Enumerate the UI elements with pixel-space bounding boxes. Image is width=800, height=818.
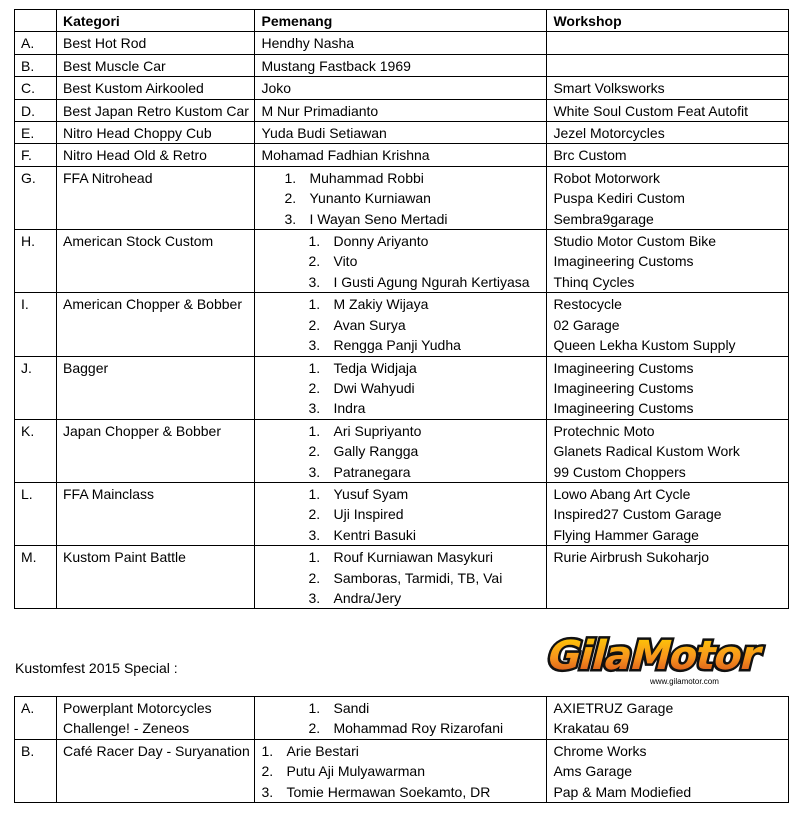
winner-name: Samboras, Tarmidi, TB, Vai (333, 569, 503, 586)
workshop-cell (547, 166, 789, 229)
list-item (308, 358, 542, 378)
workshop-name: Flying Hammer Garage (553, 526, 699, 543)
table-row (15, 739, 789, 802)
list-item (308, 335, 542, 355)
winner-name: Patranegara (333, 463, 411, 480)
workshop-name (553, 33, 784, 53)
workshop-cell (547, 546, 789, 609)
table-row (15, 54, 789, 76)
workshop-name: Glanets Radical Kustom Work (553, 443, 740, 460)
list-number: 2. (308, 253, 321, 270)
list-item (284, 168, 542, 188)
table-row (15, 230, 789, 293)
winner-name: Hendhy Nasha (261, 35, 355, 52)
list-item (308, 251, 542, 271)
winner-name: Arie Bestari (286, 742, 359, 759)
list-item (308, 272, 542, 292)
winner-name: Tedja Widjaja (333, 359, 417, 376)
list-number: 1. (308, 485, 321, 502)
list-item (308, 231, 542, 251)
winner-list (261, 358, 542, 419)
kategori-cell: Best Muscle Car (57, 54, 255, 76)
row-index: E. (15, 122, 57, 144)
table-row (15, 166, 789, 229)
kategori-cell: Kustom Paint Battle (57, 546, 255, 609)
winner-name: M Nur Primadianto (261, 102, 379, 119)
header-index (15, 10, 57, 32)
winner-name: Donny Ariyanto (333, 233, 429, 250)
winner-name: Uji Inspired (333, 506, 404, 523)
winner-list (261, 168, 542, 229)
winner-name: Mohammad Roy Rizarofani (333, 720, 504, 737)
row-index: A. (15, 697, 57, 740)
kategori-cell: Powerplant Motorcycles Challenge! - Zeneos (57, 697, 255, 740)
winner-name: Yuda Budi Setiawan (261, 125, 387, 142)
workshop-name: Imagineering Customs (553, 359, 694, 376)
table-row (15, 356, 789, 419)
list-item (308, 421, 542, 441)
special-section-title: Kustomfest 2015 Special : (15, 660, 178, 676)
workshop-cell (547, 99, 789, 121)
list-number: 1. (308, 422, 321, 439)
workshop-name: Jezel Motorcycles (553, 125, 665, 142)
winner-name: Andra/Jery (333, 589, 402, 606)
kategori-cell: American Chopper & Bobber (57, 293, 255, 356)
workshop-name: Thinq Cycles (553, 273, 635, 290)
pemenang-cell (255, 293, 547, 356)
winner-name: Joko (261, 80, 292, 97)
workshop-name: Pap & Mam Modiefied (553, 783, 692, 800)
list-number: 3. (308, 337, 321, 354)
workshop-name: Lowo Abang Art Cycle (553, 485, 691, 502)
list-number: 3. (308, 589, 321, 606)
pemenang-cell (255, 482, 547, 545)
table-row (15, 482, 789, 545)
workshop-cell (547, 122, 789, 144)
workshop-name: Krakatau 69 (553, 720, 629, 737)
winner-name: Putu Aji Mulyawarman (286, 763, 425, 780)
list-item (284, 188, 542, 208)
pemenang-cell (255, 356, 547, 419)
list-number: 2. (308, 379, 321, 396)
winner-name: Sandi (333, 700, 370, 716)
winner-name: Mohamad Fadhian Krishna (261, 147, 430, 164)
workshop-name: Imagineering Customs (553, 253, 694, 270)
row-index: A. (15, 32, 57, 54)
list-number: 3. (308, 526, 321, 543)
pemenang-cell (255, 419, 547, 482)
row-index: J. (15, 356, 57, 419)
winner-name: Rengga Panji Yudha (333, 337, 461, 354)
pemenang-cell (255, 99, 547, 121)
table-row (15, 122, 789, 144)
kategori-cell: Best Kustom Airkooled (57, 77, 255, 99)
workshop-cell (547, 144, 789, 166)
pemenang-cell (255, 230, 547, 293)
list-number: 1. (308, 549, 321, 566)
pemenang-cell (255, 144, 547, 166)
kategori-cell: FFA Mainclass (57, 482, 255, 545)
workshop-name: Imagineering Customs (553, 379, 694, 396)
winner-name: Tomie Hermawan Soekamto, DR (286, 783, 491, 800)
workshop-cell (547, 697, 789, 740)
workshop-cell (547, 419, 789, 482)
winner-list (261, 294, 542, 355)
kategori-cell: Bagger (57, 356, 255, 419)
list-number: 3. (308, 463, 321, 480)
pemenang-cell (255, 546, 547, 609)
pemenang-cell (255, 77, 547, 99)
list-number: 3. (308, 273, 321, 290)
workshop-name: Imagineering Customs (553, 400, 694, 417)
workshop-cell (547, 77, 789, 99)
pemenang-cell (255, 697, 547, 740)
winner-name: Muhammad Robbi (309, 169, 424, 186)
winner-name: Yusuf Syam (333, 485, 409, 502)
list-item (261, 761, 542, 781)
winner-list (261, 484, 542, 545)
workshop-name: Studio Motor Custom Bike (553, 233, 717, 250)
winner-name: Yunanto Kurniawan (309, 190, 431, 207)
kategori-cell: Japan Chopper & Bobber (57, 419, 255, 482)
kategori-cell: Nitro Head Choppy Cub (57, 122, 255, 144)
workshop-cell (547, 293, 789, 356)
list-number: 1. (308, 700, 321, 716)
list-item (308, 484, 542, 504)
row-index: D. (15, 99, 57, 121)
winner-list (261, 547, 542, 608)
list-number: 1. (308, 233, 321, 250)
workshop-cell (547, 32, 789, 54)
list-item (308, 315, 542, 335)
workshop-name: Queen Lekha Kustom Supply (553, 337, 736, 354)
table-row (15, 32, 789, 54)
list-number: 3. (261, 783, 274, 800)
row-index: G. (15, 166, 57, 229)
winner-list (261, 698, 542, 739)
workshop-name: Brc Custom (553, 147, 627, 164)
list-number: 2. (308, 720, 321, 737)
pemenang-cell (255, 32, 547, 54)
pemenang-cell (255, 122, 547, 144)
list-item (284, 209, 542, 229)
table-row (15, 697, 789, 740)
winner-name: Mustang Fastback 1969 (261, 57, 411, 74)
list-number: 3. (284, 210, 297, 227)
list-item (308, 462, 542, 482)
winners-table (14, 9, 789, 609)
workshop-name: Restocycle (553, 296, 622, 313)
row-index: M. (15, 546, 57, 609)
workshop-name: Chrome Works (553, 742, 647, 759)
winner-name: Kentri Basuki (333, 526, 416, 543)
list-item (308, 698, 542, 718)
workshop-name: Rurie Airbrush Sukoharjo (553, 549, 710, 566)
workshop-cell (547, 54, 789, 76)
list-number: 2. (308, 316, 321, 333)
list-number: 2. (308, 506, 321, 523)
kategori-cell: Café Racer Day - Suryanation (57, 739, 255, 802)
kategori-cell: American Stock Custom (57, 230, 255, 293)
winner-name: Avan Surya (333, 316, 406, 333)
winner-name: Indra (333, 400, 366, 417)
workshop-cell (547, 356, 789, 419)
table-header-row (15, 10, 789, 32)
list-item (308, 568, 542, 588)
pemenang-cell (255, 166, 547, 229)
list-item (308, 525, 542, 545)
workshop-name: AXIETRUZ Garage (553, 700, 674, 716)
list-item (308, 718, 542, 738)
winner-name: Vito (333, 253, 358, 270)
list-item (308, 294, 542, 314)
list-item (308, 588, 542, 608)
header-workshop: Workshop (547, 10, 789, 32)
winner-name: Gally Rangga (333, 443, 419, 460)
workshop-cell (547, 230, 789, 293)
pemenang-cell (255, 739, 547, 802)
list-number: 2. (284, 190, 297, 207)
row-index: H. (15, 230, 57, 293)
workshop-name: Sembra9garage (553, 210, 654, 227)
workshop-name: Inspired27 Custom Garage (553, 506, 722, 523)
kategori-cell: FFA Nitrohead (57, 166, 255, 229)
workshop-name: White Soul Custom Feat Autofit (553, 102, 748, 119)
workshop-cell (547, 482, 789, 545)
header-pemenang: Pemenang (255, 10, 547, 32)
row-index: F. (15, 144, 57, 166)
winners-table-body (15, 32, 789, 609)
list-item (308, 441, 542, 461)
header-kategori: Kategori (57, 10, 255, 32)
row-index: B. (15, 54, 57, 76)
winner-list (261, 421, 542, 482)
table-row (15, 419, 789, 482)
table-row (15, 293, 789, 356)
workshop-name: Protechnic Moto (553, 422, 655, 439)
list-number: 1. (261, 742, 274, 759)
list-number: 1. (308, 296, 321, 313)
logo-url: www.gilamotor.com (650, 677, 719, 686)
list-item (308, 398, 542, 418)
kategori-cell: Best Hot Rod (57, 32, 255, 54)
kategori-cell: Best Japan Retro Kustom Car (57, 99, 255, 121)
list-number: 2. (261, 763, 274, 780)
svg-text:GilaMotor: GilaMotor (542, 631, 767, 679)
workshop-name (553, 56, 784, 76)
list-number: 1. (284, 169, 297, 186)
list-number: 3. (308, 400, 321, 417)
winner-name: I Wayan Seno Mertadi (309, 210, 448, 227)
winner-name: I Gusti Agung Ngurah Kertiyasa (333, 273, 530, 290)
table-row (15, 99, 789, 121)
list-item (308, 504, 542, 524)
workshop-name: Ams Garage (553, 763, 633, 780)
workshop-cell (547, 739, 789, 802)
table-row (15, 144, 789, 166)
special-table-body (15, 697, 789, 803)
winner-name: M Zakiy Wijaya (333, 296, 429, 313)
list-item (261, 782, 542, 802)
table-row (15, 77, 789, 99)
row-index: B. (15, 739, 57, 802)
pemenang-cell (255, 54, 547, 76)
winner-name: Dwi Wahyudi (333, 379, 415, 396)
row-index: C. (15, 77, 57, 99)
workshop-name: Smart Volksworks (553, 80, 665, 97)
winner-name: Rouf Kurniawan Masykuri (333, 549, 493, 566)
list-item (308, 378, 542, 398)
special-table (14, 696, 789, 803)
winner-list (261, 741, 542, 802)
workshop-name: Robot Motorwork (553, 169, 661, 186)
list-item (261, 741, 542, 761)
row-index: I. (15, 293, 57, 356)
list-number: 2. (308, 569, 321, 586)
table-row (15, 546, 789, 609)
list-item (308, 547, 542, 567)
row-index: K. (15, 419, 57, 482)
workshop-name: 99 Custom Choppers (553, 463, 686, 480)
kategori-cell: Nitro Head Old & Retro (57, 144, 255, 166)
list-number: 1. (308, 359, 321, 376)
winner-name: Ari Supriyanto (333, 422, 422, 439)
workshop-name: 02 Garage (553, 316, 620, 333)
winner-list (261, 231, 542, 292)
list-number: 2. (308, 443, 321, 460)
row-index: L. (15, 482, 57, 545)
workshop-name: Puspa Kediri Custom (553, 190, 685, 207)
